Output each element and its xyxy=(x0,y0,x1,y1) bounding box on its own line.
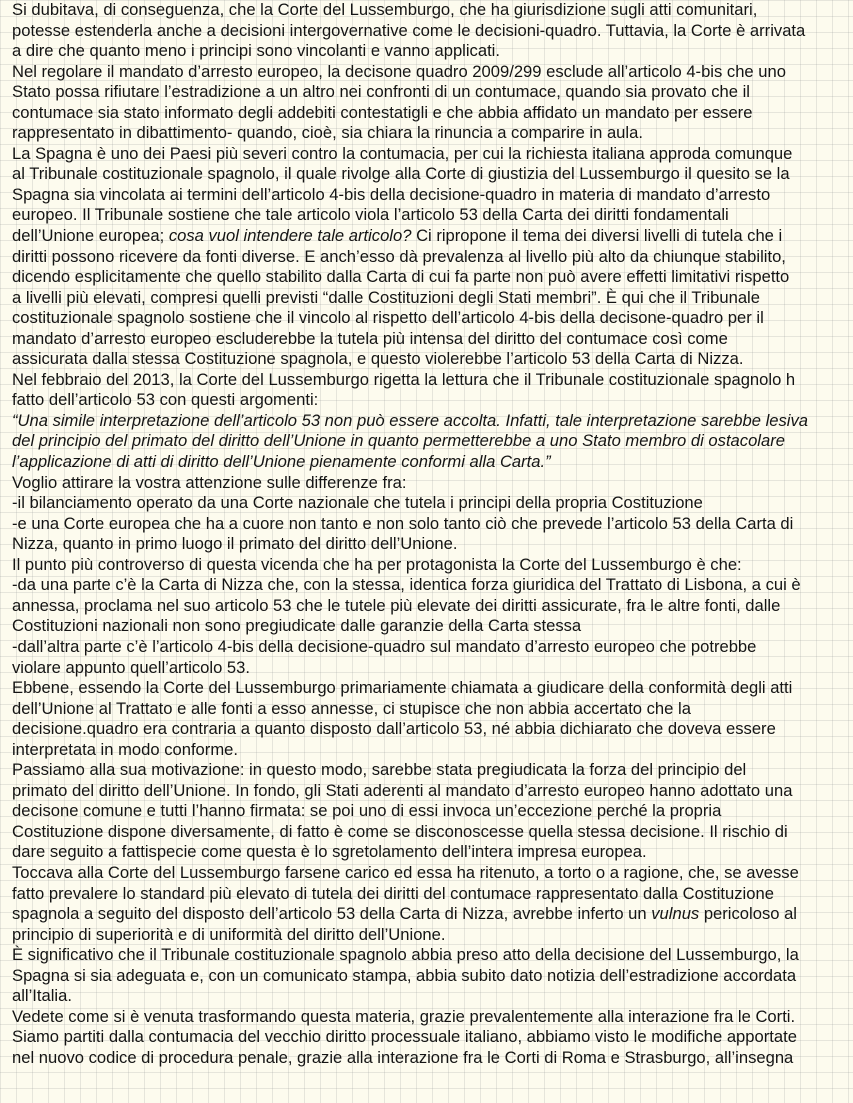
text-line: dell’Unione al Trattato e alle fonti a esso annesse, ci stupisce che non abbia accertato che la xyxy=(12,698,691,718)
text-line: europeo. Il Tribunale sostiene che tale articolo viola l’articolo 53 della Carta dei diritti fondamentali xyxy=(12,205,729,225)
text-line: Costituzioni nazionali non sono pregiudicate dalle garanzie della Carta stessa xyxy=(12,616,582,636)
text-line: al Tribunale costituzionale spagnolo, il quale rivolge alla Corte di giustizia del Lussemburgo il quesito se la xyxy=(12,164,790,184)
text-line: Nel febbraio del 2013, la Corte del Lussemburgo rigetta la lettura che il Tribunale costituzionale spagnolo h xyxy=(12,369,796,389)
text-line: rappresentato in dibattimento- quando, cioè, sia chiara la rinuncia a comparire in aula. xyxy=(12,123,643,143)
text-line: decisione.quadro era contraria a quanto disposto dall’articolo 53, né abbia dichiarato che doveva essere xyxy=(12,719,776,739)
text-line: La Spagna è uno dei Paesi più severi contro la contumacia, per cui la richiesta italiana approda comunque xyxy=(12,143,793,163)
text-line: decisone comune e tutti l’hanno firmata: se poi uno di essi invoca un’eccezione perché la propria xyxy=(12,801,722,821)
text-line: Vedete come si è venuta trasformando questa materia, grazie prevalentemente alla interazione fra le Corti. xyxy=(12,1006,796,1026)
text-line: mandato d’arresto europeo escluderebbe la tutela più intensa del diritto del contumace così come xyxy=(12,328,728,348)
text-line: dicendo esplicitamente che quello stabilito dalla Carta di cui fa parte non può avere effetti limitativi rispetto xyxy=(12,267,790,287)
text-line: diritti possono ricevere da fonti diverse. E anch’esso dà prevalenza al livello più alto da chiunque stabilito, xyxy=(12,246,786,266)
text-line: nel nuovo codice di procedura penale, grazie alla interazione fra le Corti di Roma e Strasburgo, all’insegna xyxy=(12,1047,794,1067)
italic-text-run: del principio del primato del diritto dell’Unione in quanto permetterebbe a uno Stato membro di ostacolare xyxy=(12,431,785,451)
text-line: violare appunto quell’articolo 53. xyxy=(12,657,251,677)
text-line: all’Italia. xyxy=(12,986,72,1006)
text-line: Nel regolare il mandato d’arresto europeo, la decisone quadro 2009/299 esclude all’articolo 4-bis che uno xyxy=(12,61,786,81)
text-line: -il bilanciamento operato da una Corte nazionale che tutela i principi della propria Costituzione xyxy=(12,493,703,513)
text-line: Nizza, quanto in primo luogo il primato del diritto dell’Unione. xyxy=(12,534,458,554)
text-line: a dire che quanto meno i principi sono vincolanti e vanno applicati. xyxy=(12,41,500,61)
text-line: potesse estenderla anche a decisioni intergovernative come le decisioni-quadro. Tuttavia, la Corte è arrivata xyxy=(12,20,806,40)
text-line: fatto dell’articolo 53 con questi argomenti: xyxy=(12,390,319,410)
italic-text-run: cosa vuol intendere tale articolo? xyxy=(168,226,412,246)
text-line: assicurata dalla stessa Costituzione spagnola, e questo violerebbe l’articolo 53 della Carta di Nizza. xyxy=(12,349,744,369)
text-run: spagnola a seguito del disposto dell’articolo 53 della Carta di Nizza, avrebbe inferto un xyxy=(12,904,652,924)
text-line xyxy=(12,226,852,247)
text-line: Spagna sia vincolata ai termini dell’articolo 4-bis della decisione-quadro in materia di mandato d’arresto xyxy=(12,184,771,204)
text-line: fatto prevalere lo standard più elevato di tutela dei diritti del contumace rappresentato dalla Costituzione xyxy=(12,883,774,903)
text-line: a livelli più elevati, compresi quelli previsti “dalle Costituzioni degli Stati membri”. È qui che il Tribunale xyxy=(12,287,760,307)
text-line xyxy=(12,431,852,452)
text-line: primato del diritto dell’Unione. In fondo, gli Stati aderenti al mandato d’arresto europeo hanno adottato una xyxy=(12,780,793,800)
text-run: pericoloso al xyxy=(699,904,797,924)
text-run: dell’Unione europea; xyxy=(12,226,169,246)
text-line: Siamo partiti dalla contumacia del vecchio diritto processuale italiano, abbiamo visto le modifiche apportate xyxy=(12,1027,797,1047)
text-line: Costituzione dispone diversamente, di fatto è come se disconoscesse quella stessa decisione. Il rischio di xyxy=(12,821,788,841)
text-line: -dall’altra parte c’è l’articolo 4-bis della decisione-quadro sul mandato d’arresto europeo che potrebbe xyxy=(12,636,757,656)
text-line: Si dubitava, di conseguenza, che la Corte del Lussemburgo, che ha giurisdizione sugli atti comunitari, xyxy=(12,0,758,19)
italic-text-run: “Una simile interpretazione dell’articolo 53 non può essere accolta. Infatti, tale interpretazione sarebbe lesiva xyxy=(12,410,809,430)
text-line: -da una parte c’è la Carta di Nizza che, con la stessa, identica forza giuridica del Trattato di Lisbona, a cui è xyxy=(12,575,801,595)
italic-text-run: vulnus xyxy=(651,904,700,924)
text-run: Ci ripropone il tema dei diversi livelli di tutela che i xyxy=(411,226,783,246)
text-line: Toccava alla Corte del Lussemburgo farsene carico ed essa ha ritenuto, a torto o a ragione, che, se avesse xyxy=(12,862,799,882)
text-line xyxy=(12,452,852,473)
document-body xyxy=(12,0,852,1068)
text-line: interpretata in modo conforme. xyxy=(12,739,238,759)
text-line xyxy=(12,904,852,925)
text-line: Il punto più controverso di questa vicenda che ha per protagonista la Corte del Lussemburgo è che: xyxy=(12,554,742,574)
text-line: -e una Corte europea che ha a cuore non tanto e non solo tanto ciò che prevede l’articolo 53 della Carta di xyxy=(12,513,794,533)
text-line: È significativo che il Tribunale costituzionale spagnolo abbia preso atto della decisione del Lussemburgo, la xyxy=(12,945,799,965)
text-line: Voglio attirare la vostra attenzione sulle differenze fra: xyxy=(12,472,407,492)
text-line: Spagna si sia adeguata e, con un comunicato stampa, abbia subito dato notizia dell’estradizione accordata xyxy=(12,965,797,985)
text-line: Stato possa rifiutare l’estradizione a un altro nei confronti di un contumace, quando sia provato che il xyxy=(12,82,750,102)
text-line: dare seguito a fattispecie come questa è lo sgretolamento dell’intera impresa europea. xyxy=(12,842,647,862)
text-line xyxy=(12,411,852,432)
text-line: contumace sia stato informato degli addebiti contestatigli e che abbia affidato un mandato per essere xyxy=(12,102,753,122)
text-line: annessa, proclama nel suo articolo 53 che le tutele più elevate dei diritti assicurate, fra le altre fonti, dalle xyxy=(12,595,781,615)
text-line: Passiamo alla sua motivazione: in questo modo, sarebbe stata pregiudicata la forza del principio del xyxy=(12,760,747,780)
text-line: costituzionale spagnolo sostiene che il vincolo al rispetto dell’articolo 4-bis della decisone-quadro per il xyxy=(12,308,764,328)
text-line: principio di superiorità e di uniformità del diritto dell’Unione. xyxy=(12,924,446,944)
italic-text-run: l’applicazione di atti di diritto dell’Unione pienamente conformi alla Carta.” xyxy=(12,452,551,472)
text-line: Ebbene, essendo la Corte del Lussemburgo primariamente chiamata a giudicare della conformità degli atti xyxy=(12,678,793,698)
